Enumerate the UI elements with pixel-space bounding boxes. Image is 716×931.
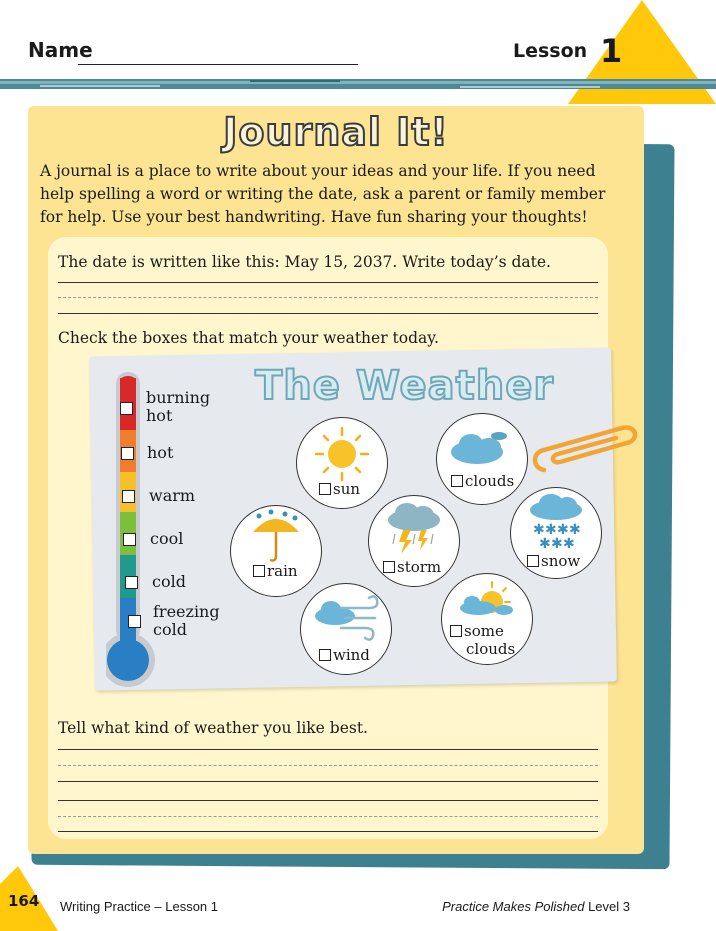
snow-cloud-icon [511,492,601,552]
page-title: Journal It! [223,110,449,154]
date-line-base[interactable] [58,313,598,314]
checkbox-label-rain [253,562,298,580]
label-hot: hot [147,443,174,462]
checkbox-storm[interactable] [383,561,395,573]
name-write-line[interactable] [78,64,358,65]
umbrella-rain-icon [231,508,321,566]
checkbox-cool[interactable] [123,533,136,546]
date-line-top[interactable] [58,282,598,283]
checkbox-burning-hot[interactable] [120,402,133,415]
sun-icon [297,424,387,484]
label-cold-2: cold [153,620,187,639]
weather-title: The Weather [255,363,555,409]
series-name: Practice Makes Polished [442,899,585,914]
checkbox-label-sun [319,480,360,498]
label-burning-hot [146,389,210,425]
checkbox-label-storm [383,558,441,576]
svg-text:✱: ✱ [551,536,563,552]
label-burning: burning [146,388,211,407]
date-line-mid [58,297,598,298]
answer-line-1-top[interactable] [58,749,598,750]
checkbox-some-clouds[interactable] [450,625,462,637]
label-storm: storm [397,558,442,576]
thermometer [106,372,236,692]
checkbox-sun[interactable] [319,483,331,495]
answer-line-2-base[interactable] [58,831,598,832]
svg-text:✱: ✱ [563,536,575,552]
label-rain: rain [267,562,298,580]
checkbox-freezing-cold[interactable] [128,615,141,628]
label-freezing: freezing [153,602,220,621]
checkbox-hot[interactable] [121,447,134,460]
checkbox-label-some-clouds [450,622,504,640]
label-warm: warm [149,486,196,505]
checkbox-clouds[interactable] [451,475,463,487]
checkbox-warm[interactable] [122,490,135,503]
footer-lesson-title: Writing Practice – Lesson 1 [60,899,218,914]
label-cool: cool [150,529,184,548]
weather-circle-storm[interactable] [368,495,460,587]
answer-line-1-base[interactable] [58,781,598,782]
label-some: some [464,622,504,640]
answer-line-2-mid [58,816,598,817]
label-hot-2: hot [146,406,173,425]
checkbox-cold[interactable] [125,576,138,589]
label-sun: sun [333,480,361,498]
page-number: 164 [8,892,40,910]
weather-circle-some-clouds[interactable] [441,573,533,665]
intro-paragraph: A journal is a place to write about your ideas and your life. If you need help spelling a word or writing the date, ask a parent or family member for help. Use your best handwriting. Have fun sharing your thoughts! [40,162,606,226]
checkbox-rain[interactable] [253,565,265,577]
header-stripe [0,76,716,92]
check-prompt: Check the boxes that match your weather today. [58,329,439,347]
svg-text:✱: ✱ [533,522,545,538]
checkbox-snow[interactable] [527,555,539,567]
lesson-number: 1 [600,32,623,70]
series-level: Level 3 [584,899,630,914]
answer-line-1-mid [58,765,598,766]
name-label: Name [28,38,93,62]
favorite-weather-prompt: Tell what kind of weather you like best. [58,719,368,737]
footer-series-title [442,899,630,914]
answer-line-2-top[interactable] [58,800,598,801]
weather-circle-sun[interactable] [296,417,388,509]
svg-text:✱: ✱ [569,522,581,538]
label-clouds: clouds [465,472,515,490]
storm-cloud-icon [369,500,459,562]
clouds-icon [437,422,527,477]
svg-text:✱: ✱ [539,536,551,552]
svg-text:✱: ✱ [557,522,569,538]
svg-text:✱: ✱ [545,522,557,538]
lesson-label: Lesson [513,40,588,62]
weather-circle-rain[interactable] [230,505,322,597]
label-cold: cold [152,572,186,591]
date-prompt: The date is written like this: May 15, 2037. Write today’s date. [58,253,551,271]
wind-icon [301,590,391,646]
checkbox-label-snow [527,552,580,570]
weather-circle-snow[interactable] [510,487,602,579]
sun-behind-cloud-icon [442,578,532,628]
label-some-clouds-2: clouds [466,640,516,658]
checkbox-label-wind [319,646,370,664]
weather-circle-wind[interactable] [300,583,392,675]
paper-clip-icon [530,420,642,480]
checkbox-label-clouds [451,472,514,490]
checkbox-wind[interactable] [319,649,331,661]
label-wind: wind [333,646,370,664]
label-snow: snow [541,552,581,570]
label-freezing-cold [153,603,220,639]
